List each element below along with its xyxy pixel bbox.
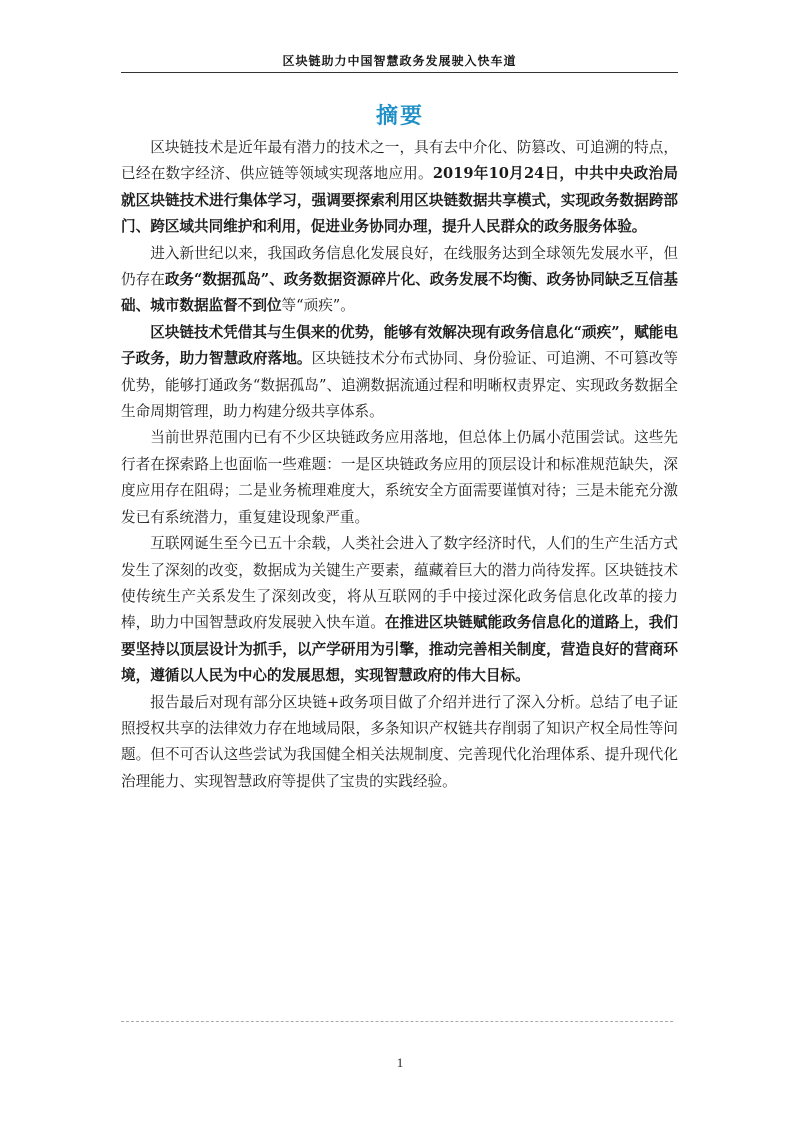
header-rule — [121, 72, 678, 73]
paragraph-6-text: 报告最后对现有部分区块链+政务项目做了介绍并进行了深入分析。总结了电子证照授权共享的法律效力存在地域局限，多条知识产权链共存削弱了知识产权全局性等问题。但不可否认这些尝试为我国健全相关法规制度、完善现代化治理体系、提升现代化治理能力、实现智慧政府等提供了宝贵的实践经验。 — [121, 693, 678, 790]
running-header: 区块链助力中国智慧政务发展驶入快车道 — [282, 54, 517, 68]
paragraph-2-text-b: 等“顽疾”。 — [281, 297, 355, 315]
paragraph-1 — [121, 135, 678, 241]
footer-rule — [121, 1021, 673, 1022]
page-number: 1 — [396, 1055, 404, 1070]
paragraph-5-bold: 在推进区块链赋能政务信息化的道路上，我们要坚持以顶层设计为抓手，以产学研用为引擎，推动完善相关制度，营造良好的营商环境，遵循以人民为中心的发展思想，实现智慧政府的伟大目标。 — [121, 614, 678, 685]
abstract-body — [121, 135, 678, 795]
paragraph-3-bold: 区块链技术凭借其与生俱来的优势，能够有效解决现有政务信息化“顽疾”，赋能电子政务，助力智慧政府落地。 — [121, 323, 678, 368]
paragraph-1-bold: 2019年10月24日，中共中央政治局就区块链技术进行集体学习，强调要探索利用区块链数据共享模式，实现政务数据跨部门、跨区域共同维护和利用，促进业务协同办理，提升人民群众的政务服务体验。 — [121, 165, 678, 236]
paragraph-6 — [121, 690, 678, 796]
paragraph-5 — [121, 531, 678, 689]
paragraph-4-text: 当前世界范围内已有不少区块链政务应用落地，但总体上仍属小范围尝试。这些先行者在探索路上也面临一些难题：一是区块链政务应用的顶层设计和标准规范缺失，深度应用存在阻碍；二是业务梳理难度大，系统安全方面需要谨慎对待；三是未能充分激发已有系统潜力，重复建设现象严重。 — [121, 429, 678, 526]
paragraph-4 — [121, 425, 678, 531]
paragraph-2 — [121, 241, 678, 320]
paragraph-5-text: 互联网诞生至今已五十余载，人类社会进入了数字经济时代，人们的生产生活方式发生了深刻的改变，数据成为关键生产要素，蕴藏着巨大的潜力尚待发挥。区块链技术使传统生产关系发生了深刻改变，将从互联网的手中接过深化政务信息化改革的接力棒，助力中国智慧政府发展驶入快车道。 — [121, 535, 678, 632]
paragraph-1-text: 区块链技术是近年最有潜力的技术之一，具有去中介化、防篡改、可追溯的特点，已经在数字经济、供应链等领域实现落地应用。 — [121, 139, 678, 183]
paragraph-3 — [121, 320, 678, 426]
page-title: 摘要 — [375, 104, 424, 129]
paragraph-2-bold: 政务“数据孤岛”、政务数据资源碎片化、政务发展不均衡、政务协同缺乏互信基础、城市数据监督不到位 — [121, 271, 678, 315]
paragraph-3-text: 区块链技术分布式协同、身份验证、可追溯、不可篡改等优势，能够打通政务“数据孤岛”、追溯数据流通过程和明晰权责界定、实现政务数据全生命周期管理，助力构建分级共享体系。 — [121, 350, 678, 421]
paragraph-2-text-a: 进入新世纪以来，我国政务信息化发展良好，在线服务达到全球领先发展水平，但仍存在 — [121, 244, 678, 289]
